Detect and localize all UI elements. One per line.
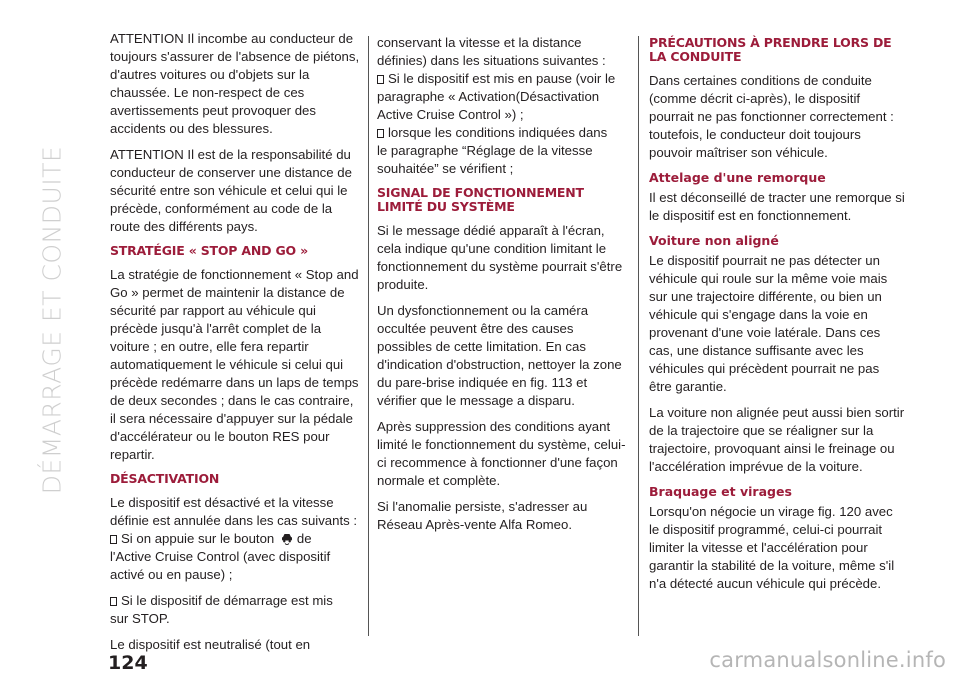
bullet-item-continuation: l'Active Cruise Control (avec dispositif activé ou en pause) ;	[110, 549, 331, 582]
neutralise-continuation: conservant la vitesse et la distance définies) dans les situations suivantes :	[377, 35, 606, 68]
square-bullet-icon	[377, 129, 384, 138]
signal-paragraph-2: Un dysfonctionnement ou la caméra occultée peuvent être des causes possibles de cette limitation. En cas d'indication d'obstruction, nettoyer la zone du pare-brise indiquée en fig. 113 et vérifier que le message a disparu.	[377, 303, 622, 408]
bullet-item: Si le dispositif de démarrage est mis	[110, 592, 360, 610]
column-3	[649, 30, 905, 601]
page-number: 124	[108, 652, 148, 674]
column-divider	[368, 36, 369, 636]
heading-signal: SIGNAL DE FONCTIONNEMENT LIMITÉ DU SYSTÈME	[377, 185, 584, 214]
cruise-control-car-icon	[280, 531, 294, 545]
bullet-item-continuation: paragraphe « Activation(Désactivation Active Cruise Control ») ;	[377, 89, 600, 122]
square-bullet-icon	[377, 75, 384, 84]
attelage-paragraph: Il est déconseillé de tracter une remorque si le dispositif est en fonctionnement.	[649, 190, 905, 223]
side-section-title: DÉMARRAGE ET CONDUITE	[37, 145, 67, 495]
bullet-item: lorsque les conditions indiquées dans	[377, 124, 629, 142]
square-bullet-icon	[110, 597, 117, 606]
column-divider	[638, 36, 639, 636]
square-bullet-icon	[110, 535, 117, 544]
attention-paragraph-2: ATTENTION Il est de la responsabilité du conducteur de conserver une distance de sécurité entre son véhicule et celui qui le précède, conformément au code de la route des différents pays.	[110, 147, 352, 234]
voiture-paragraph-2: La voiture non alignée peut aussi bien sortir de la trajectoire que se réaligner sur la trajectoire, provoquant ainsi le freinage ou l'accélération imprévue de la voiture.	[649, 405, 905, 474]
column-1	[110, 30, 360, 662]
bullet-item: Si on appuie sur le bouton de	[110, 530, 360, 548]
bullet-item-continuation: sur STOP.	[110, 611, 170, 626]
heading-desactivation: DÉSACTIVATION	[110, 471, 220, 486]
precautions-paragraph: Dans certaines conditions de conduite (comme décrit ci-après), le dispositif pourrait ne pas fonctionner correctement : toutefois, le conducteur doit toujours pouvoir maîtriser son véhicule.	[649, 73, 894, 160]
subheading-attelage: Attelage d'une remorque	[649, 170, 826, 185]
braquage-paragraph: Lorsqu'on négocie un virage fig. 120 avec le dispositif programmé, celui-ci pourrait limiter la vitesse et l'accélération pour garantir la stabilité de la voiture, même s'il n'a détecté aucun véhicule qui précède.	[649, 504, 895, 591]
desactivation-intro: Le dispositif est désactivé et la vitesse définie est annulée dans les cas suivants :	[110, 495, 358, 528]
subheading-voiture-non-aligne: Voiture non aligné	[649, 233, 779, 248]
neutralise-paragraph: Le dispositif est neutralisé (tout en	[110, 637, 311, 652]
heading-precautions: PRÉCAUTIONS À PRENDRE LORS DE LA CONDUITE	[649, 35, 892, 64]
bullet-item: Si le dispositif est mis en pause (voir le	[377, 70, 629, 88]
subheading-braquage: Braquage et virages	[649, 484, 792, 499]
column-2	[377, 34, 629, 542]
watermark: carmanualsonline.info	[709, 648, 946, 672]
voiture-paragraph-1: Le dispositif pourrait ne pas détecter un véhicule qui roule sur la même voie mais sur une trajectoire différente, ou bien un véhicule qui s'engage dans la voie en provenant d'une voie latérale. Dans ces cas, une distance suffisante avec les véhicules qui précèdent pourrait ne pas être garantie.	[649, 253, 888, 394]
signal-paragraph-3: Après suppression des conditions ayant limité le fonctionnement du système, celui-ci recommence à fonctionner d'une façon normale et complète.	[377, 419, 626, 488]
attention-paragraph-1: ATTENTION Il incombe au conducteur de toujours s'assurer de l'absence de piétons, d'autres voitures ou d'objets sur la chaussée. Le non-respect de ces avertissements peut provoquer des accidents ou des blessures.	[110, 31, 360, 136]
strategie-paragraph: La stratégie de fonctionnement « Stop and Go » permet de maintenir la distance de sécurité par rapport au véhicule qui précède jusqu'à l'arrêt complet de la voiture ; en outre, elle fera repartir automatiquement le véhicule si celui qui précède redémarre dans un laps de temps de deux secondes ; dans le cas contraire, il sera nécessaire d'appuyer sur la pédale d'accélérateur ou le bouton RES pour repartir.	[110, 267, 359, 462]
heading-strategie: STRATÉGIE « STOP AND GO »	[110, 243, 308, 258]
signal-paragraph-4: Si l'anomalie persiste, s'adresser au Réseau Après-vente Alfa Romeo.	[377, 499, 588, 532]
bullet-item-continuation: le paragraphe “Réglage de la vitesse souhaitée” se vérifient ;	[377, 143, 593, 176]
signal-paragraph-1: Si le message dédié apparaît à l'écran, cela indique qu'une condition limitant le fonctionnement du système pourrait s'être produite.	[377, 223, 623, 292]
